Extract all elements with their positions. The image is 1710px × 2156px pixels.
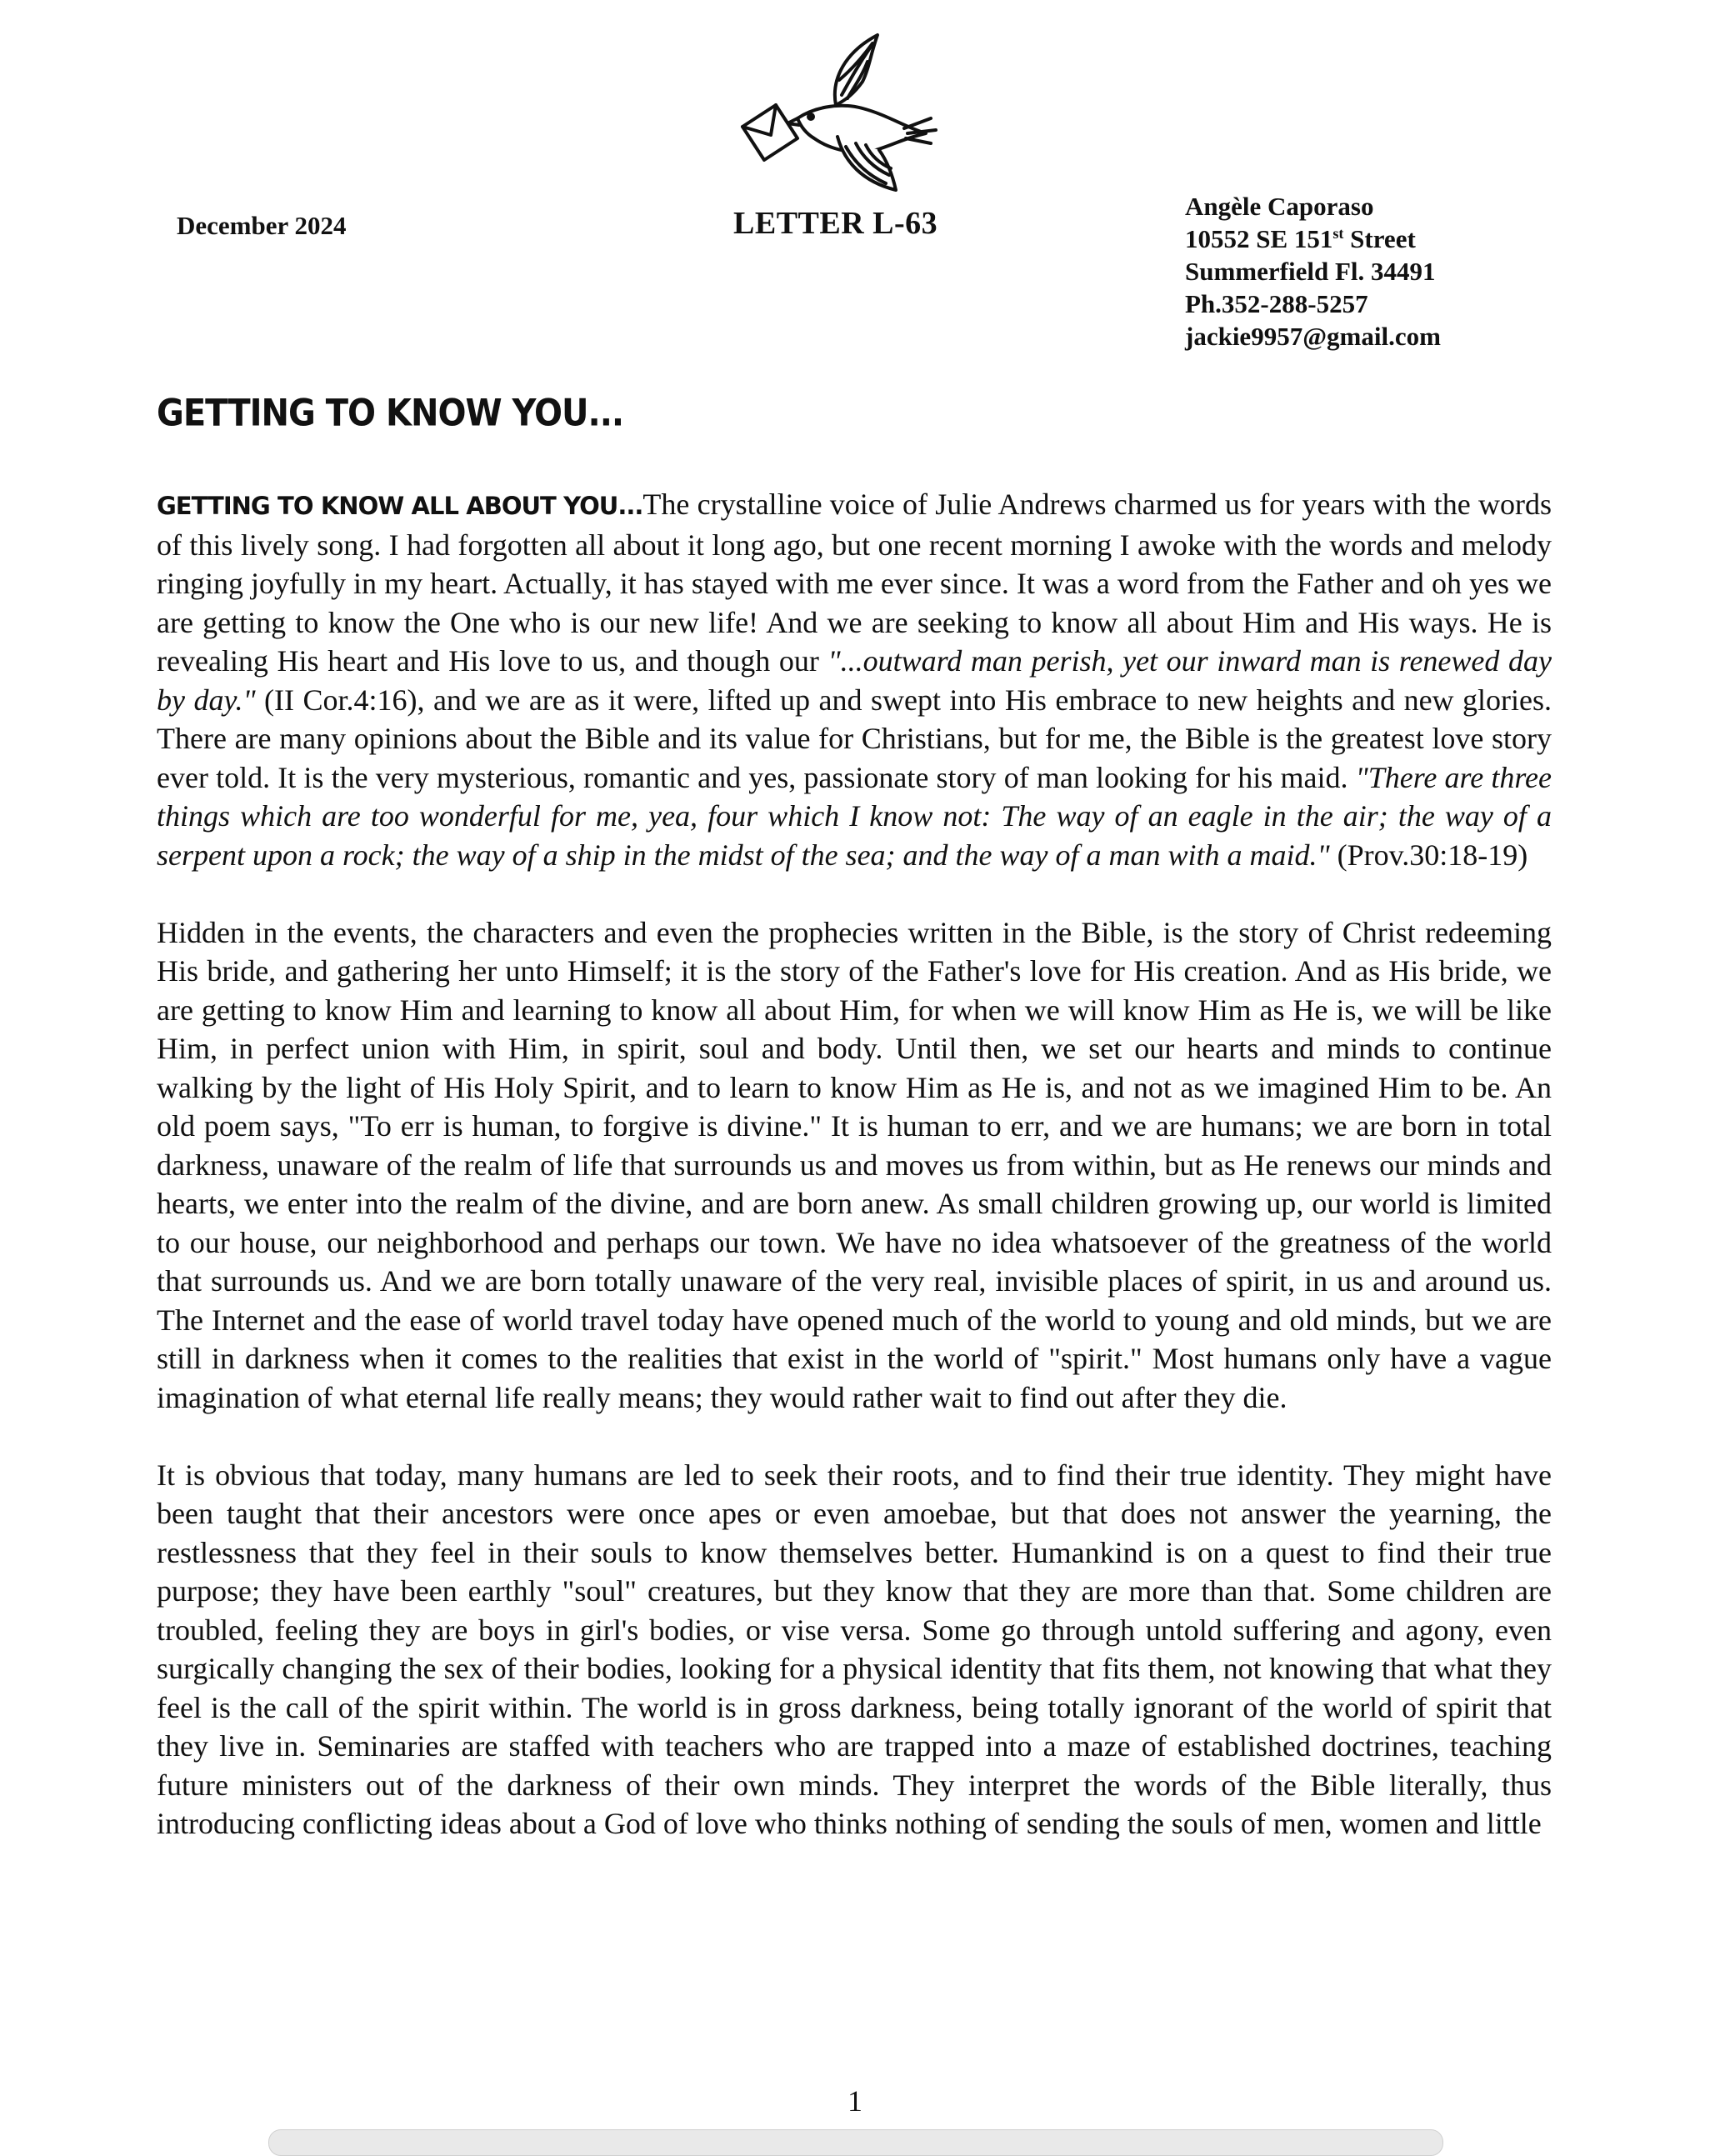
paragraph-3: It is obvious that today, many humans are led to seek their roots, and to find their true identity. They might have been taught that their ancestors were once apes or even amoebae, but that does not answer the yearning, the restlessness that they feel in their souls to know themselves better. Humankind is on a quest to find their true purpose; they have been earthly "soul" creatures, but they know that they are more than that. Some children are troubled, feeling they are boys in girl's bodies, or vise versa. Some go through untold suffering and agony, even surgically changing the sex of their bodies, looking for a physical identity that fits them, not knowing that what they feel is the call of the spirit within. The world is in gross darkness, being totally ignorant of the world of spirit that they live in. Seminaries are staffed with teachers who are trapped into a maze of established doctrines, teaching future ministers out of the darkness of their own minds. They interpret the words of the Bible literally, thus introducing conflicting ideas about a God of love who thinks nothing of sending the souls of men, women and little xyxy=(157,1458,1552,1840)
street-number: 10552 SE 151 xyxy=(1185,224,1333,253)
scripture-quote: "...outward man perish, yet our inward man is renewed day by day." xyxy=(157,644,1552,717)
paragraph-text: The crystalline voice of Julie Andrews charmed us for years with the words of this lively song. I had forgotten all about it long ago, but one recent morning I awoke with the words and melody ringing joyfully in my heart. Actually, it has stayed with me ever since. It was a word from the Father and oh yes we are getting to know the One who is our new life! And we are seeking to know all about Him and His ways. He is revealing His heart and His love to us, and though our xyxy=(157,488,1552,678)
letter-number: LETTER L-63 xyxy=(733,206,938,241)
horizontal-scrollbar[interactable] xyxy=(268,2129,1443,2156)
sender-phone: Ph.352-288-5257 xyxy=(1185,289,1368,318)
sender-address xyxy=(1185,190,1441,353)
sender-email: jackie9957@gmail.com xyxy=(1185,322,1441,351)
paragraph-2: Hidden in the events, the characters and even the prophecies written in the Bible, is the story of Christ redeeming His bride, and gathering her unto Himself; it is the story of the Father's love for His creation. And as His bride, we are getting to know Him and learning to know all about Him, for when we will know Him as He is, we will be like Him, in perfect union with Him, in spirit, soul and body. Until then, we set our hearts and minds to continue walking by the light of His Holy Spirit, and to learn to know Him as He is, and not as we imagined Him to be. An old poem says, "To err is human, to forgive is divine." It is human to err, and we are humans; we are born in total darkness, unaware of the realm of life that surrounds us and moves us from within, but as He renews our minds and hearts, we enter into the realm of the divine, and are born anew. As small children growing up, our world is limited to our house, our neighborhood and perhaps our town. We have no idea whatsoever of the greatness of the world that surrounds us. And we are born totally unaware of the very real, invisible places of spirit, in us and around us. The Internet and the ease of world travel today have opened much of the world to young and old minds, but we are still in darkness when it comes to the realities that exist in the world of "spirit." Most humans only have a vague imagination of what eternal life really means; they would rather wait to find out after they die. xyxy=(157,915,1552,1414)
street-rest: Street xyxy=(1343,224,1416,253)
letter-date: December 2024 xyxy=(177,211,347,240)
sender-city: Summerfield Fl. 34491 xyxy=(1185,257,1436,286)
paragraph-text: (II Cor.4:16), and we are as it were, lifted up and swept into His embrace to new heights and new glories. There are many opinions about the Bible and its value for Christians, but for me, the Bible is the greatest love story ever told. It is the very mysterious, romantic and yes, passionate story of man looking for his maid. xyxy=(157,683,1552,794)
sender-name: Angèle Caporaso xyxy=(1185,192,1374,221)
scripture-quote: "There are three things which are too wonderful for me, yea, four which I know not: The way of an eagle in the air; the way of a serpent upon a rock; the way of a ship in the midst of the sea; and the way of a man with a maid." xyxy=(157,760,1552,872)
street-suffix: st xyxy=(1332,225,1344,242)
paragraph-lead: GETTING TO KNOW ALL ABOUT YOU... xyxy=(157,492,643,520)
paragraph-1 xyxy=(157,485,1552,874)
scripture-reference: (Prov.30:18-19) xyxy=(1329,838,1528,872)
letter-body xyxy=(157,485,1552,1882)
page-number: 1 xyxy=(848,2084,862,2118)
letter-title: GETTING TO KNOW YOU... xyxy=(157,392,624,435)
sender-street xyxy=(1185,223,1441,255)
dove-with-letter-icon xyxy=(738,28,951,195)
